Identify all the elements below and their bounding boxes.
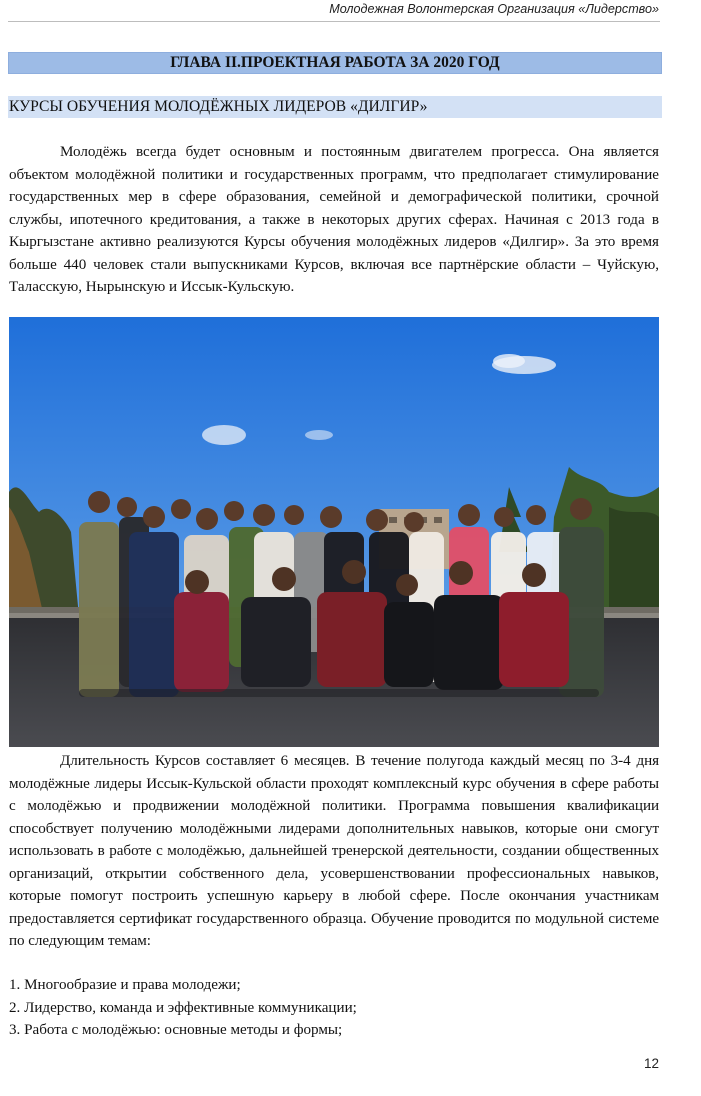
chapter-title: ГЛАВА II.ПРОЕКТНАЯ РАБОТА ЗА 2020 ГОД bbox=[8, 52, 662, 74]
group-photo bbox=[9, 317, 659, 747]
intro-paragraph: Молодёжь всегда будет основным и постоянным двигателем прогресса. Она является объектом молодёжной политики и государственных программ, что предполагает стимулирование государственных мер в сфере образования, семейной и демографической политики, срочной службы, ипотечного кредитования, а также в некоторых других сферах. Начиная с 2013 года в Кыргызстане активно реализуются Курсы обучения молодёжных лидеров «Дилгир». За это время больше 440 человек стали выпускниками Курсов, включая все партнёрские области – Чуйскую, Таласскую, Нырынскую и Иссык-Кульскую. bbox=[9, 144, 659, 295]
header-divider bbox=[8, 21, 660, 22]
section-title: КУРСЫ ОБУЧЕНИЯ МОЛОДЁЖНЫХ ЛИДЕРОВ «ДИЛГИР» bbox=[8, 96, 662, 118]
document-header-organization: Молодежная Волонтерская Организация «Лидерство» bbox=[329, 2, 659, 16]
list-item: 1. Многообразие и права молодежи; bbox=[9, 977, 241, 993]
list-item: 3. Работа с молодёжью: основные методы и формы; bbox=[9, 1022, 343, 1038]
page-number: 12 bbox=[643, 1056, 659, 1071]
topics-list bbox=[9, 974, 659, 1042]
course-description-paragraph: Длительность Курсов составляет 6 месяцев. В течение полугода каждый месяц по 3-4 дня молодёжные лидеры Иссык-Кульской области проходят комплексный курс обучения в сфере работы с молодёжью и продвижении молодёжной политики. Программа повышения квалификации способствует получению молодёжными лидерами дополнительных навыков, которые они смогут использовать в работе с молодёжью, дальнейшей тренерской деятельности, создании общественных организаций, открытии собственного дела, усовершенствовании профессиональных навыков, которые помогут построить успешную карьеру в любой сфере. После окончания участникам предоставляется сертификат государственного образца. Обучение проводится по модульной системе по следующим темам: bbox=[9, 753, 659, 949]
list-item: 2. Лидерство, команда и эффективные коммуникации; bbox=[9, 999, 357, 1016]
